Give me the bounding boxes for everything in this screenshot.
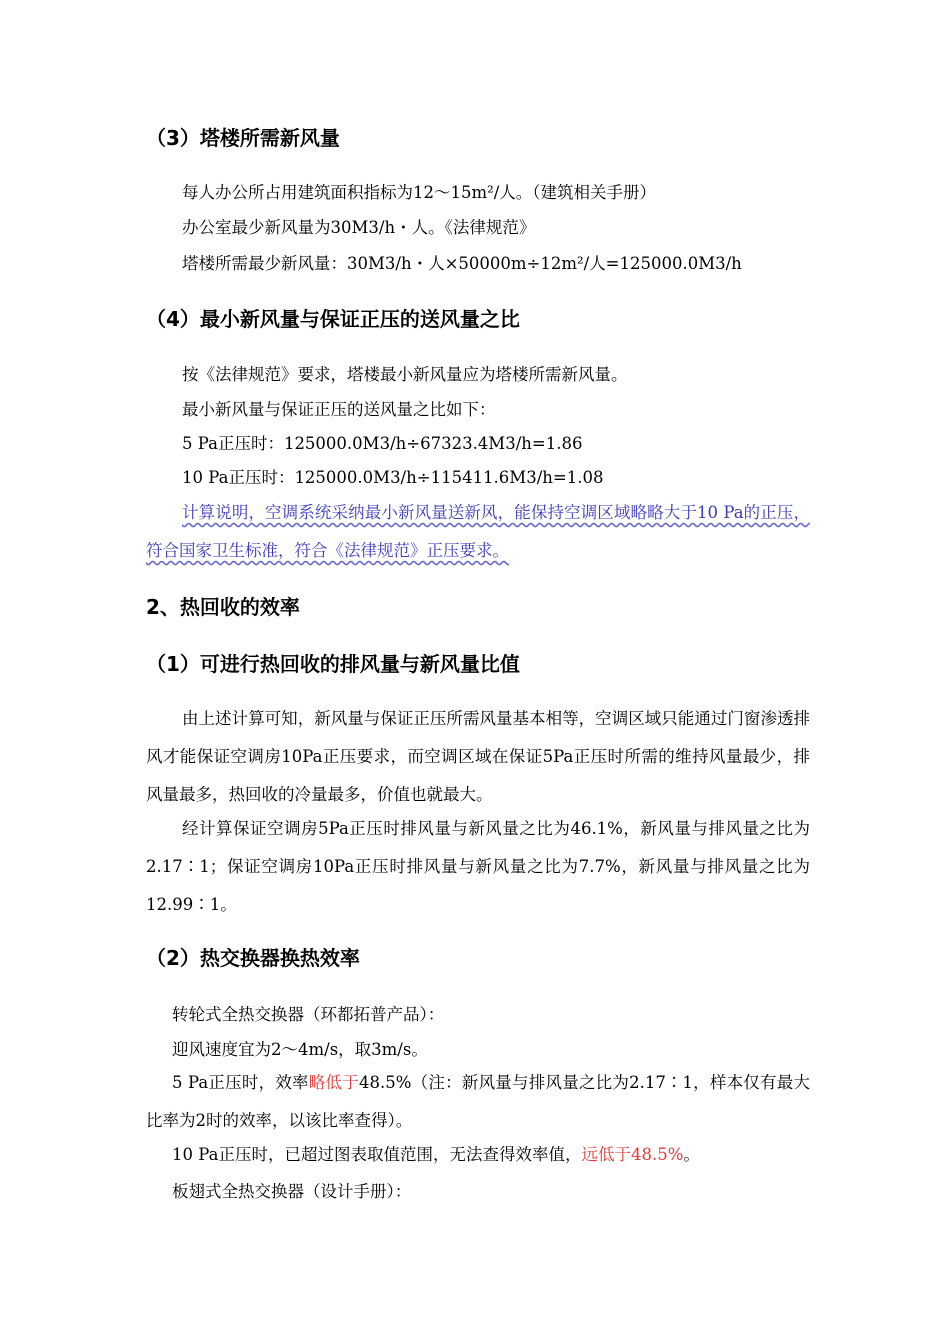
paragraph-5pa-efficiency: [146, 1064, 810, 1140]
text-min-fresh-air: 办公室最少新风量为30M3/h・人。《法律规范》: [182, 218, 536, 237]
text-rotary-exchanger: 转轮式全热交换器（环都拓普产品）：: [172, 1005, 445, 1024]
heading-ratio: （4）最小新风量与保证正压的送风量之比: [146, 307, 520, 331]
heading-exchanger-efficiency: （2）热交换器换热效率: [146, 946, 360, 970]
text-10pa-b: 。: [683, 1145, 700, 1164]
text-ratio-5pa: 5 Pa正压时：125000.0M3/h÷67323.4M3/h=1.86: [182, 434, 583, 453]
heading-heat-recovery: 2、热回收的效率: [146, 595, 300, 619]
paragraph-analysis: 由上述计算可知，新风量与保证正压所需风量基本相等，空调区域只能通过门窗渗透排风才能保证空调房10Pa正压要求，而空调区域在保证5Pa正压时所需的维持风量最少，排风量最多，热回收的冷量最多，价值也就最大。: [146, 709, 810, 804]
text-5pa-b: 48.5%（注：新风量与排风量之比为2.17∶1，样本仅有最大比率为2时的效率，以该比率查得）。: [146, 1073, 811, 1130]
text-tower-min-fresh-air: 塔楼所需最少新风量：30M3/h・人×50000m÷12m²/人=125000.0M3/h: [182, 254, 742, 273]
text-plate-fin-exchanger: 板翅式全热交换器（设计手册）：: [172, 1182, 412, 1201]
text-10pa-a: 10 Pa正压时，已超过图表取值范围，无法查得效率值，: [172, 1145, 582, 1164]
paragraph-10pa-efficiency: [172, 1143, 700, 1167]
text-ratio-intro: 最小新风量与保证正压的送风量之比如下：: [182, 400, 496, 419]
text-office-area: 每人办公所占用建筑面积指标为12～15m²/人。（建筑相关手册）: [182, 183, 657, 202]
text-ratio-10pa: 10 Pa正压时：125000.0M3/h÷115411.6M3/h=1.08: [182, 468, 604, 487]
heading-tower-fresh-air: （3）塔楼所需新风量: [146, 126, 340, 150]
text-10pa-highlight: 远低于48.5%: [581, 1145, 684, 1164]
text-5pa-a: 5 Pa正压时，效率: [172, 1073, 309, 1092]
text-wind-speed: 迎风速度宜为2～4m/s，取3m/s。: [172, 1040, 428, 1059]
calculation-note: 计算说明，空调系统采纳最小新风量送新风，能保持空调区域略略大于10 Pa的正压，符合国家卫生标准，符合《法律规范》正压要求。: [146, 503, 810, 560]
heading-exhaust-ratio: （1）可进行热回收的排风量与新风量比值: [146, 652, 520, 676]
text-regulation: 按《法律规范》要求，塔楼最小新风量应为塔楼所需新风量。: [182, 365, 628, 384]
paragraph-calculation: 经计算保证空调房5Pa正压时排风量与新风量之比为46.1%，新风量与排风量之比为2.17∶1；保证空调房10Pa正压时排风量与新风量之比为7.7%，新风量与排风量之比为12.99∶1。: [146, 819, 810, 914]
text-5pa-highlight: 略低于: [308, 1073, 359, 1092]
